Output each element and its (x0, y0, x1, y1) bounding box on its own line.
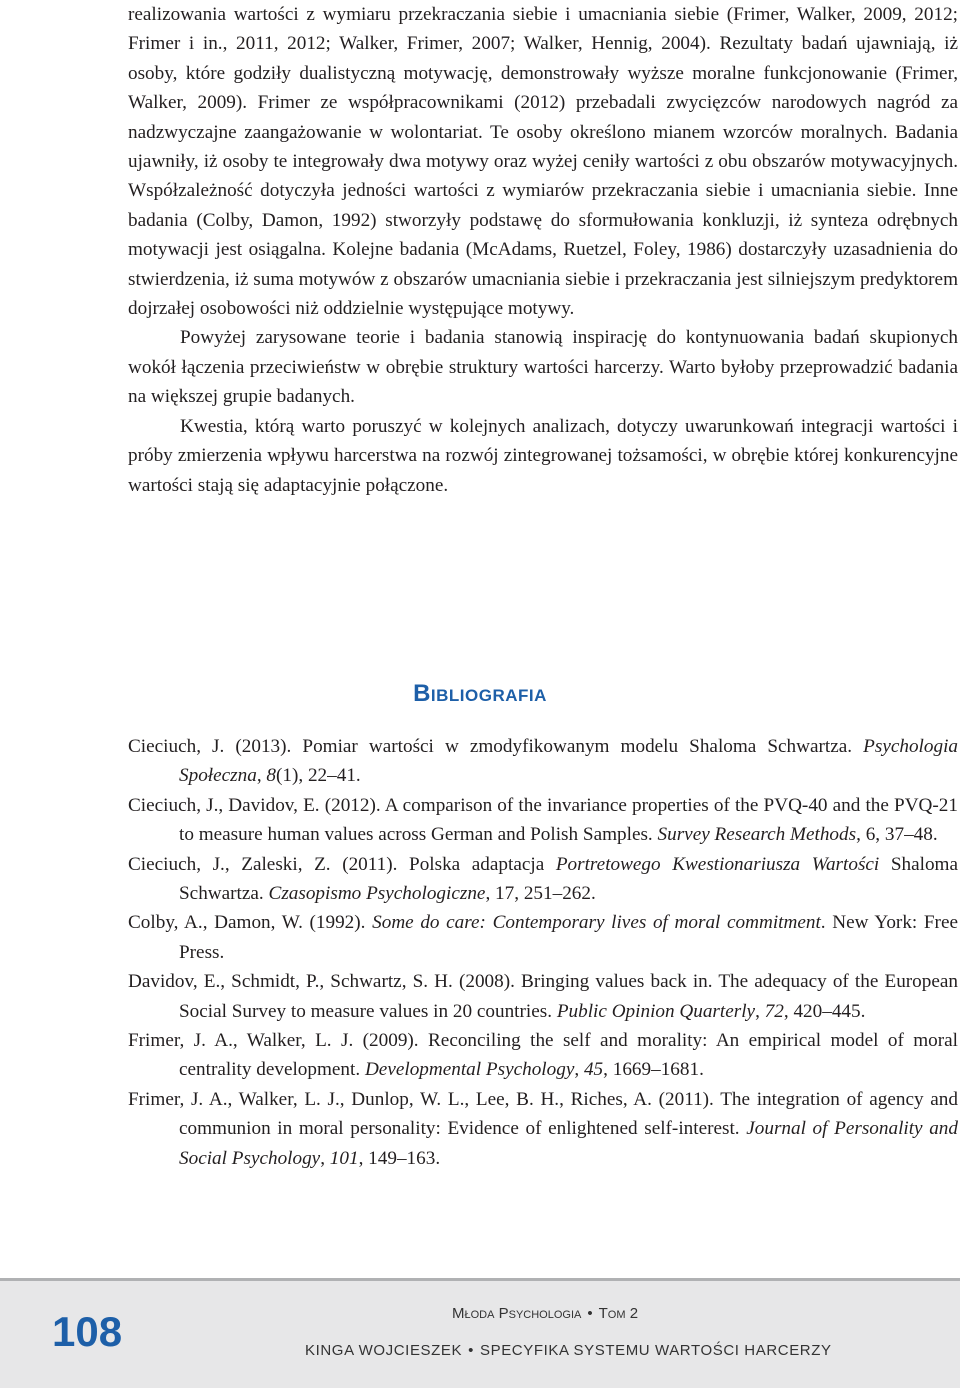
main-text (128, 0, 958, 500)
reference-item: Frimer, J. A., Walker, L. J., Dunlop, W. L., Lee, B. H., Riches, A. (2011). The integration of agency and communion in moral personality: Evidence of enlightened self-interest. Journal of Personality and Social Psychology, 101, 149–163. (128, 1088, 958, 1169)
footer-divider (0, 1278, 960, 1281)
separator-dot: • (587, 1305, 593, 1322)
article-info (305, 1342, 832, 1359)
paragraph: Powyżej zarysowane teorie i badania stanowią inspirację do kontynuowania badań skupionych wokół łączenia przeciwieństw w obrębie struktury wartości harcerzy. Warto byłoby przeprowadzić badania na większej grupie badanych. (128, 327, 958, 408)
volume: Tom 2 (598, 1305, 639, 1322)
reference-item: Davidov, E., Schmidt, P., Schwartz, S. H. (2008). Bringing values back in. The adequacy of the European Social Survey to measure values in 20 countries. Public Opinion Quarterly, 72, 420–445. (128, 971, 958, 1022)
separator-dot: • (468, 1342, 474, 1359)
reference-item: Colby, A., Damon, W. (1992). Some do care: Contemporary lives of moral commitment. New York: Free Press. (128, 912, 958, 963)
journal-name: Młoda Psychologia (452, 1305, 582, 1322)
page-number: 108 (52, 1308, 123, 1355)
bibliography-heading: Bibliografia (413, 680, 547, 707)
paragraph: Kwestia, którą warto poruszyć w kolejnych analizach, dotyczy uwarunkowań integracji wartości i próby zmierzenia wpływu harcerstwa na rozwój zintegrowanej tożsamości, w obrębie której konkurencyjne wartości stają się adaptacyjnie połączone. (128, 415, 958, 496)
article-title: SPECYFIKA SYSTEMU WARTOŚCI HARCERZY (479, 1342, 832, 1359)
page-footer (0, 1278, 960, 1388)
reference-item: Cieciuch, J., Zaleski, Z. (2011). Polska adaptacja Portretowego Kwestionariusza Wartości Shaloma Schwartza. Czasopismo Psychologiczne, 17, 251–262. (128, 853, 959, 905)
reference-list (128, 732, 958, 1173)
reference-item: Cieciuch, J. (2013). Pomiar wartości w zmodyfikowanym modelu Shaloma Schwartza. Psychologia Społeczna, 8(1), 22–41. (128, 736, 958, 787)
journal-info (452, 1305, 638, 1322)
author-name: KINGA WOJCIESZEK (305, 1342, 463, 1359)
paragraph: realizowania wartości z wymiaru przekraczania siebie i umacniania siebie (Frimer, Walker, 2009, 2012; Frimer i in., 2011, 2012; Walker, Frimer, 2007; Walker, Hennig, 2004). Rezultaty badań ujawniają, iż osoby, które godziły dualistyczną motywację, demonstrowały wyższe moralne funkcjonowanie (Frimer, Walker, 2009). Frimer ze współpracownikami (2012) przebadali zwycięzców narodowych nagród za nadzwyczajne zaangażowanie w wolontariat. Te osoby określono mianem wzorców moralnych. Badania ujawniły, iż osoby te integrowały dwa motywy oraz wyżej ceniły wartości z obu obszarów motywacyjnych. Współzależność dotyczyła jedności wartości z wymiarów przekraczania siebie i umacniania siebie. Inne badania (Colby, Damon, 1992) stworzyły podstawę do sformułowania konkluzji, iż synteza odrębnych motywacji jest osiągalna. Kolejne badania (McAdams, Ruetzel, Foley, 1986) dostarczyły uzasadnienia do stwierdzenia, iż suma motywów z obszarów umacniania siebie i przekraczania jest silniejszym predyktorem dojrzałej osobowości niż oddzielnie występujące motywy. (128, 4, 958, 320)
reference-item: Frimer, J. A., Walker, L. J. (2009). Reconciling the self and morality: An empirical model of moral centrality development. Developmental Psychology, 45, 1669–1681. (128, 1030, 958, 1081)
reference-item: Cieciuch, J., Davidov, E. (2012). A comparison of the invariance properties of the PVQ-40 and the PVQ-21 to measure human values across German and Polish Samples. Survey Research Methods, 6, 37–48. (128, 794, 958, 846)
